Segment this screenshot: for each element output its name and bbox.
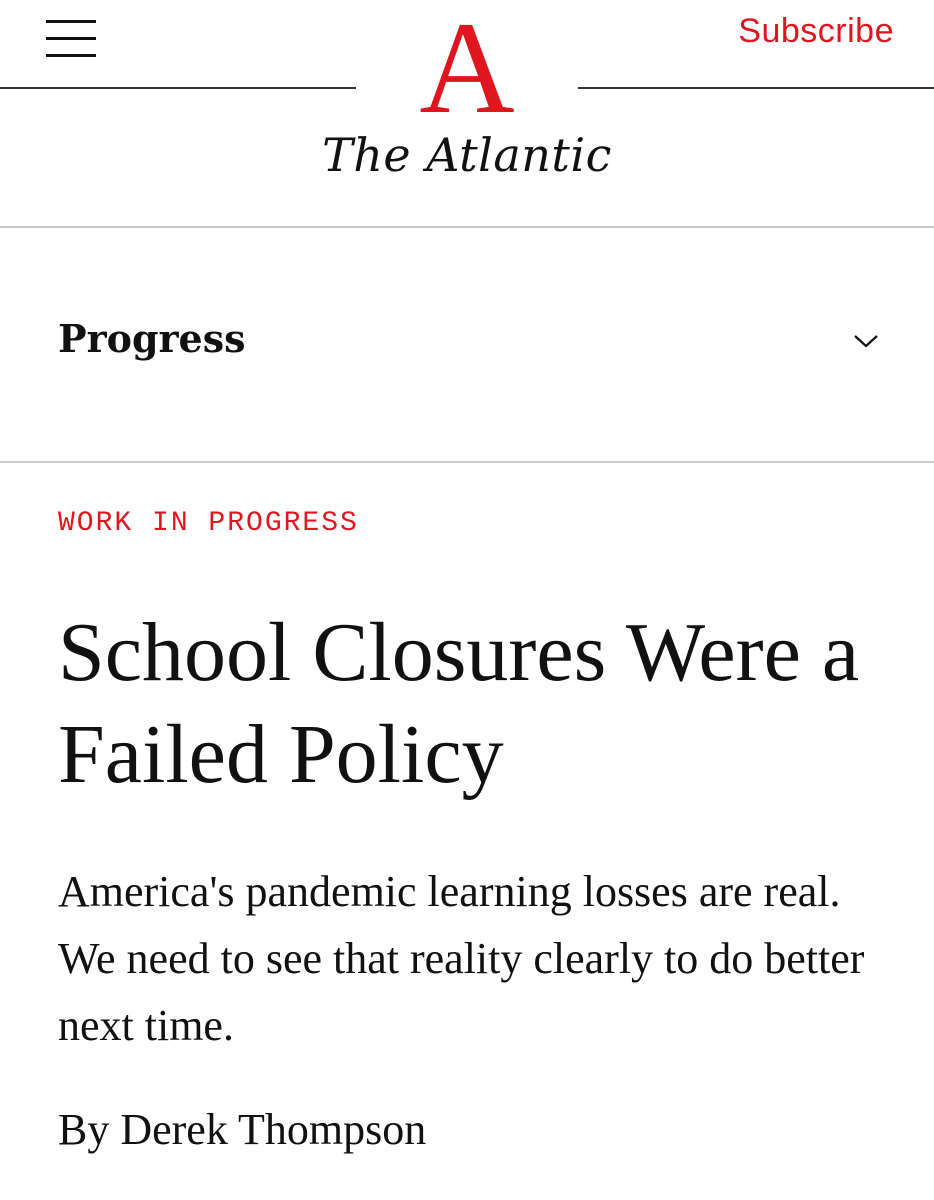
article-headline: School Closures Were a Failed Policy: [58, 606, 860, 801]
header-rule-right: [578, 87, 934, 89]
menu-bar: [46, 20, 96, 23]
svg-text:A: A: [419, 10, 515, 118]
menu-bar: [46, 54, 96, 57]
section-divider: [0, 461, 934, 463]
site-header: [0, 0, 934, 228]
hamburger-menu-icon[interactable]: [44, 18, 98, 60]
section-dropdown[interactable]: [0, 228, 934, 462]
section-label: Progress: [58, 316, 246, 361]
header-rule-left: [0, 87, 356, 89]
article-dek: America's pandemic learning losses are real. We need to see that reality clearly to do better next time.: [58, 867, 865, 1050]
site-wordmark[interactable]: The Atlantic: [322, 128, 612, 182]
atlantic-logo-a[interactable]: [417, 10, 517, 118]
article-byline: By Derek Thompson: [58, 1105, 427, 1154]
subscribe-link[interactable]: Subscribe: [738, 12, 894, 50]
chevron-down-icon[interactable]: [852, 332, 880, 350]
series-kicker-link[interactable]: WORK IN PROGRESS: [58, 508, 359, 539]
menu-bar: [46, 37, 96, 40]
